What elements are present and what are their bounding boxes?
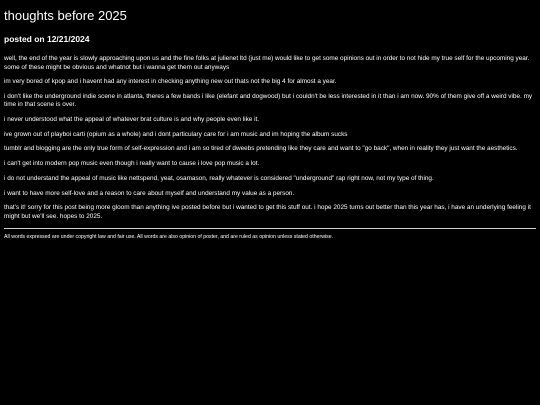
copyright-footer: All words expressed are under copyright law and fair use. All words are also opinion of poster, and are ruled as opinion unless stated otherwise. (4, 234, 334, 241)
post-paragraph: i want to have more self-love and a reason to care about myself and understand my value as a person. (4, 189, 295, 197)
post-paragraph: im very bored of kpop and i havent had any interest in checking anything new out thats not the big 4 for almost a year. (4, 78, 337, 86)
post-paragraph: that's it! sorry for this post being more gloom than anything ive posted before but i wanted to get this stuff out. i hope 2025 turns out better than this year has, i have an underlying feeling it might but we'll see. hopes to 2025. (4, 204, 531, 220)
post-paragraph: i never understood what the appeal of whatever brat culture is and why people even like it. (4, 116, 260, 124)
post-paragraph: well, the end of the year is slowly approaching upon us and the fine folks at julienet ltd (just me) would like to get some opinions out in order to not hide my true self for the upcoming year. some of these might be obvious and whatnot but i wanna get them out anyways (4, 55, 530, 71)
post-paragraph: ive grown out of playboi carti (opium as a whole) and i dont particulary care for i am music and im hoping the album sucks (4, 130, 348, 138)
footer-divider (4, 228, 536, 229)
post-title: thoughts before 2025 (4, 8, 127, 23)
post-body (4, 55, 536, 221)
post-date: posted on 12/21/2024 (4, 34, 90, 44)
post-paragraph: i can't get into modern pop music even though i really want to cause i love pop music a lot. (4, 160, 260, 168)
post-paragraph: tumblr and blogging are the only true form of self-expression and i am so tired of dweebs pretending like they care and want to "go back", when in reality they just want the aesthetics. (4, 145, 518, 153)
post-paragraph: i don't like the underground indie scene in atlanta, theres a few bands i like (elefant and dogwood) but i couldn't be less interested in it than i am now. 90% of them give off a weird vibe. my time in that scene is over. (4, 92, 533, 109)
post-paragraph: i do not understand the appeal of music like nettspend, yeat, osamason, really whatever is considered "underground" rap right now, not my type of thing. (4, 174, 434, 182)
